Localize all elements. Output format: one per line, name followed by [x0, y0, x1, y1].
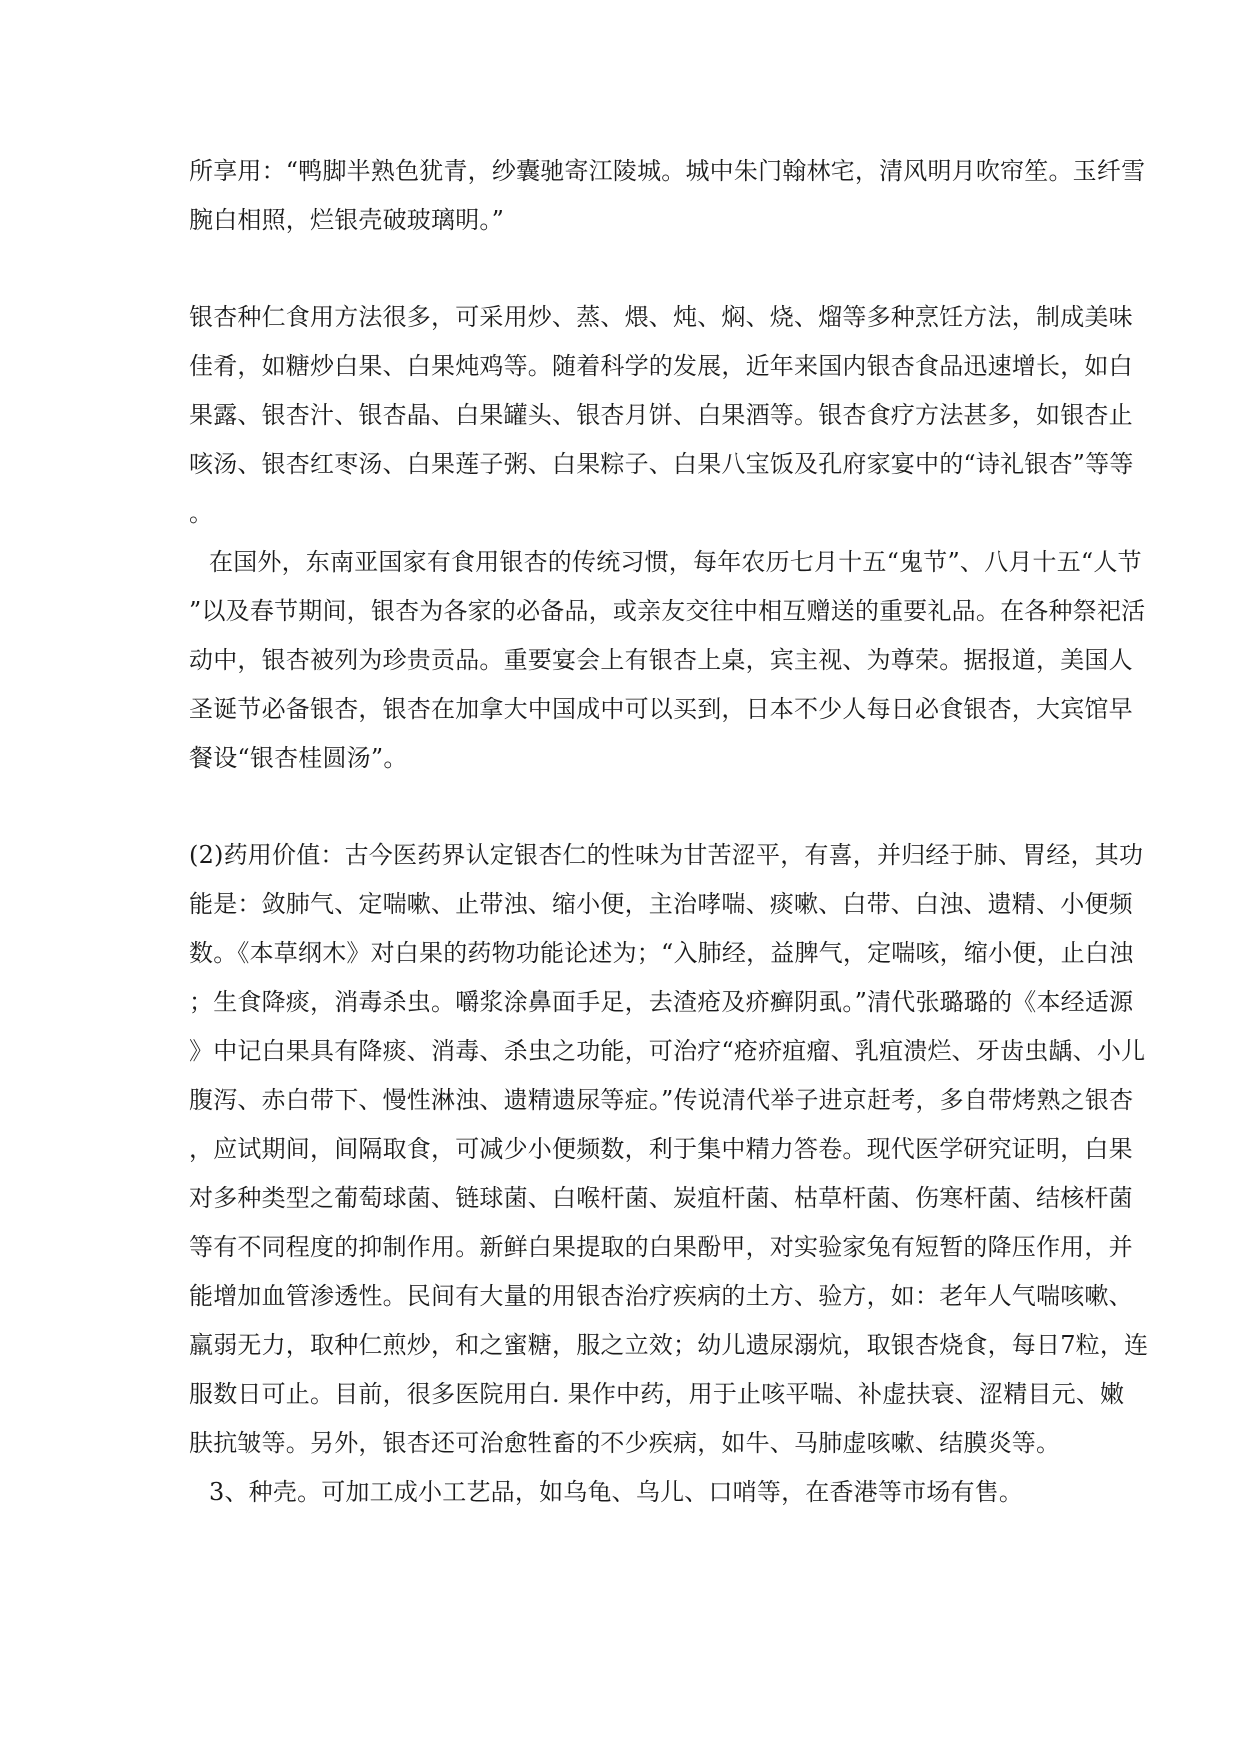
text-line: 银杏种仁食用方法很多，可采用炒、蒸、煨、炖、焖、烧、熘等多种烹饪方法，制成美味 [189, 303, 1133, 331]
text-line: 在国外，东南亚国家有食用银杏的传统习惯，每年农历七月十五“鬼节”、八月十五“人节 [209, 548, 1142, 576]
text-line: 能是：敛肺气、定喘嗽、止带浊、缩小便，主治哮喘、痰嗽、白带、白浊、遗精、小便频 [189, 890, 1133, 918]
text-line: 腕白相照，烂银壳破玻璃明。” [189, 206, 505, 234]
text-line: 果露、银杏汁、银杏晶、白果罐头、银杏月饼、白果酒等。银杏食疗方法甚多，如银杏止 [189, 401, 1133, 429]
text-line: 羸弱无力，取种仁煎炒，和之蜜糖，服之立效；幼儿遗尿溺炕，取银杏烧食，每日7粒，连 [189, 1331, 1149, 1359]
text-line: 佳肴，如糖炒白果、白果炖鸡等。随着科学的发展，近年来国内银杏食品迅速增长，如白 [189, 352, 1133, 380]
text-line: 动中，银杏被列为珍贵贡品。重要宴会上有银杏上桌，宾主视、为尊荣。据报道，美国人 [189, 646, 1133, 674]
text-line: 腹泻、赤白带下、慢性淋浊、遗精遗尿等症。”传说清代举子进京赶考，多自带烤熟之银杏 [189, 1086, 1134, 1114]
text-line: (2)药用价值：古今医药界认定银杏仁的性味为甘苦涩平，有喜，并归经于肺、胃经，其功 [189, 841, 1144, 869]
text-line: 对多种类型之葡萄球菌、链球菌、白喉杆菌、炭疽杆菌、枯草杆菌、伤寒杆菌、结核杆菌 [189, 1184, 1133, 1212]
text-line: 数。《本草纲木》对白果的药物功能论述为；“入肺经，益脾气，定喘咳，缩小便，止白浊 [189, 939, 1134, 967]
text-line: 咳汤、银杏红枣汤、白果莲子粥、白果粽子、白果八宝饭及孔府家宴中的“诗礼银杏”等等 [189, 450, 1134, 478]
text-line: 。 [189, 499, 214, 527]
text-line: 服数日可止。目前，很多医院用白. 果作中药，用于止咳平喘、补虚扶衰、涩精目元、嫩 [189, 1380, 1125, 1408]
text-line: 餐设“银杏桂圆汤”。 [189, 744, 408, 772]
text-line: 所享用：“鸭脚半熟色犹青，纱囊驰寄江陵城。城中朱门翰林宅，清风明月吹帘笙。玉纤雪 [189, 157, 1146, 185]
text-line: 能增加血管渗透性。民间有大量的用银杏治疗疾病的土方、验方，如：老年人气喘咳嗽、 [189, 1282, 1133, 1310]
text-line: ”以及春节期间，银杏为各家的必备品，或亲友交往中相互赠送的重要礼品。在各种祭祀活 [189, 597, 1146, 625]
text-line: ；生食降痰，消毒杀虫。嚼浆涂鼻面手足，去渣疮及疥癣阴虱。”清代张璐璐的《本经适源 [189, 988, 1134, 1016]
text-line: 》中记白果具有降痰、消毒、杀虫之功能，可治疗“疮疥疽瘤、乳疽溃烂、牙齿虫龋、小儿 [189, 1037, 1146, 1065]
text-line: 3、种壳。可加工成小工艺品，如乌龟、乌儿、口哨等，在香港等市场有售。 [209, 1478, 1024, 1506]
text-line: ，应试期间，间隔取食，可减少小便频数，利于集中精力答卷。现代医学研究证明，白果 [189, 1135, 1133, 1163]
text-line: 圣诞节必备银杏，银杏在加拿大中国成中可以买到，日本不少人每日必食银杏，大宾馆早 [189, 695, 1133, 723]
text-line: 肤抗皱等。另外，银杏还可治愈牲畜的不少疾病，如牛、马肺虚咳嗽、结膜炎等。 [189, 1429, 1061, 1457]
text-line: 等有不同程度的抑制作用。新鲜白果提取的白果酚甲，对实验家兔有短暂的降压作用，并 [189, 1233, 1133, 1261]
